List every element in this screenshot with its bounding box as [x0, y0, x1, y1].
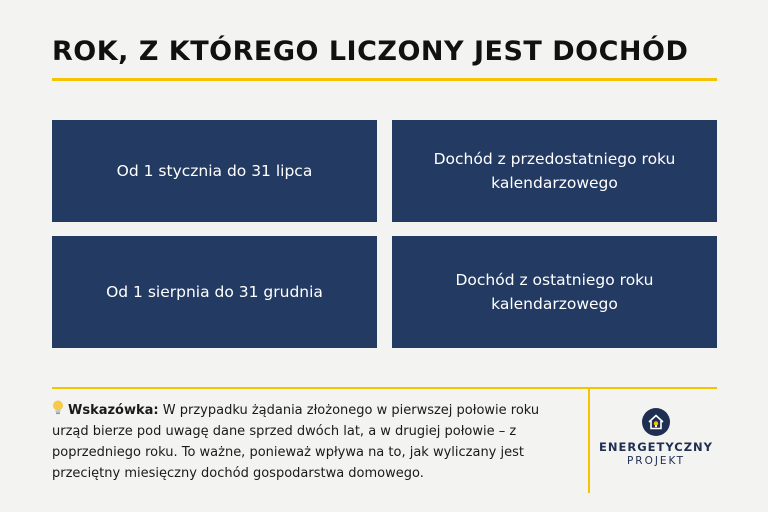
income-box-first-half [392, 120, 717, 222]
title-divider [52, 78, 717, 81]
tip-text: W przypadku żądania złożonego w pierwszej połowie roku urząd bierze pod uwagę dane sprzed dwóch lat, a w drugiej połowie – z poprzedniego roku. To ważne, ponieważ wpływa na to, jak wyliczany jest przeciętny miesięczny dochód gospodarstwa domowego. [52, 403, 540, 481]
lightbulb-icon [52, 400, 64, 415]
income-label: Dochód z ostatniego roku kalendarzowego [455, 271, 654, 313]
logo-subtitle: PROJEKT [626, 455, 686, 467]
page-title: ROK, Z KTÓREGO LICZONY JEST DOCHÓD [52, 36, 689, 67]
income-label: Dochód z przedostatniego roku kalendarzowego [433, 150, 676, 192]
tip-paragraph [52, 400, 572, 484]
bottom-divider [52, 387, 717, 389]
period-label: Od 1 sierpnia do 31 grudnia [106, 283, 323, 301]
vertical-divider [588, 389, 590, 493]
logo-name: ENERGETYCZNY [599, 440, 713, 454]
income-box-second-half [392, 236, 717, 348]
period-box-second-half [52, 236, 377, 348]
tip-label: Wskazówka: [68, 403, 159, 418]
house-bulb-icon [642, 408, 670, 436]
period-label: Od 1 stycznia do 31 lipca [116, 162, 313, 180]
period-box-first-half [52, 120, 377, 222]
brand-logo [596, 408, 716, 468]
